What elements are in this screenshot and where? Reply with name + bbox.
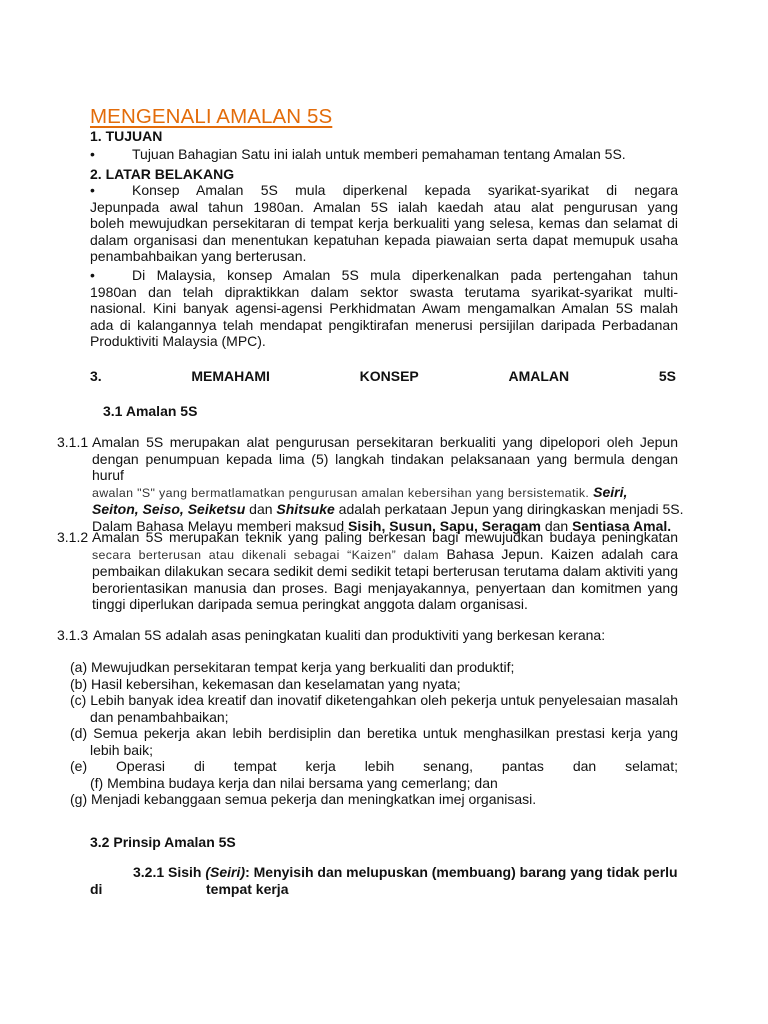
- bullet: •: [90, 182, 95, 198]
- bullet: •: [90, 267, 95, 283]
- page-title: MENGENALI AMALAN 5S: [90, 105, 333, 128]
- section-2-heading: 2. LATAR BELAKANG: [90, 166, 235, 182]
- subsection-3-2-heading: 3.2 Prinsip Amalan 5S: [90, 834, 236, 850]
- bullet: •: [90, 146, 95, 162]
- item-number: 3.1.3: [57, 627, 89, 643]
- para-line: 1980an dan telah dipraktikkan dalam sektor swasta terutama syarikat-syarikat multi-: [90, 283, 678, 300]
- para-line: nasional. Kini banyak agensi-agensi Perkhidmatan Awam mengamalkan Amalan 5S malah: [90, 300, 678, 316]
- para-line: ada di kalangannya telah mendapat pengiktirafan menerusi persijilan daripada Perbadanan: [90, 316, 678, 333]
- section-1-heading: 1. TUJUAN: [90, 128, 163, 144]
- subsection-3-1-heading: 3.1 Amalan 5S: [103, 403, 198, 419]
- list-item: (a) Mewujudkan persekitaran tempat kerja yang berkualiti dan produktif;: [70, 659, 515, 675]
- list-item: (b) Hasil kebersihan, kekemasan dan keselamatan yang nyata;: [70, 675, 461, 692]
- item-number: 3.1.2: [57, 529, 89, 545]
- para-line: • Konsep Amalan 5S mula diperkenal kepada syarikat-syarikat di negara: [90, 182, 678, 198]
- para-line: Jepunpada awal tahun 1980an. Amalan 5S ialah kaedah atau alat pengurusan yang: [90, 198, 678, 215]
- item-3-1-3: 3.1.3 Amalan 5S adalah asas peningkatan kualiti dan produktiviti yang berkesan kerana:: [57, 627, 606, 643]
- item-number: 3.1.1: [57, 434, 89, 450]
- list-item-continuation: lebih baik;: [90, 741, 154, 758]
- section-1-paragraph: [90, 146, 678, 163]
- section-1-text: Tujuan Bahagian Satu ini ialah untuk memberi pemahaman tentang Amalan 5S.: [132, 146, 626, 162]
- para-line: dalam organisasi dan menentukan kepatuhan kepada piawaian serta dapat memupuk usaha: [90, 231, 678, 248]
- list-item-continuation: dan penambahbaikan;: [90, 708, 229, 725]
- list-item: (d) Semua pekerja akan lebih berdisiplin dan beretika untuk menghasilkan prestasi kerja yang: [70, 725, 678, 741]
- list-item: (g) Menjadi kebanggaan semua pekerja dan meningkatkan imej organisasi.: [70, 791, 537, 807]
- para-line: Produktiviti Malaysia (MPC).: [90, 333, 266, 349]
- item-3-2-1: 3.2.1 Sisih (Seiri): Menyisih dan melupuskan (membuang) barang yang tidak perlu di tempat kerja: [90, 864, 678, 897]
- list-item: (f) Membina budaya kerja dan nilai bersama yang cemerlang; dan: [90, 774, 498, 791]
- item-3-1-1: 3.1.1 Amalan 5S merupakan alat pengurusan persekitaran berkualiti yang dipelopori oleh Jepun dengan penumpuan kepada lima (5) langkah tindakan pelaksanaan yang bermula dengan huruf awalan "S" yang bermatlamatkan pengurusan amalan kebersihan yang bersistematik. Seiri, Seiton, Seiso, Seiketsu dan Shitsuke adalah perkataan Jepun yang diringkaskan menjadi 5S. Dalam Bahasa Melayu memberi maksud Sisih, Susun, Sapu, Seragam dan Sentiasa Amal.: [57, 434, 684, 534]
- para-line: boleh mewujudkan persekitaran di tempat kerja berkualiti yang selesa, kemas dan selamat di: [90, 215, 678, 231]
- section-3-heading: 3. MEMAHAMI KONSEP AMALAN 5S: [90, 368, 676, 384]
- list-item: (c) Lebih banyak idea kreatif dan inovatif diketengahkan oleh pekerja untuk penyelesaian masalah: [70, 692, 678, 708]
- list-item: (e) Operasi di tempat kerja lebih senang, pantas dan selamat;: [70, 758, 678, 774]
- para-line: • Di Malaysia, konsep Amalan 5S mula diperkenalkan pada pertengahan tahun: [90, 267, 678, 283]
- benefits-list: [70, 659, 678, 808]
- para-line: penambahbaikan yang berterusan.: [90, 248, 307, 264]
- section-2-paragraph-2: [90, 267, 678, 350]
- section-2-paragraph-1: [90, 182, 678, 265]
- item-3-1-2: 3.1.2 Amalan 5S merupakan teknik yang paling berkesan bagi mewujudkan budaya peningkatan secara berterusan atau dikenali sebagai “Kaizen” dalam Bahasa Jepun. Kaizen adalah cara pembaikan dilakukan secara sedikit demi sedikit tetapi berterusan terutama dalam aktiviti yang berorientasikan manusia dan proses. Bagi menjayakannya, penyertaan dan komitmen yang tinggi diperlukan daripada semua peringkat anggota dalam organisasi.: [57, 529, 678, 612]
